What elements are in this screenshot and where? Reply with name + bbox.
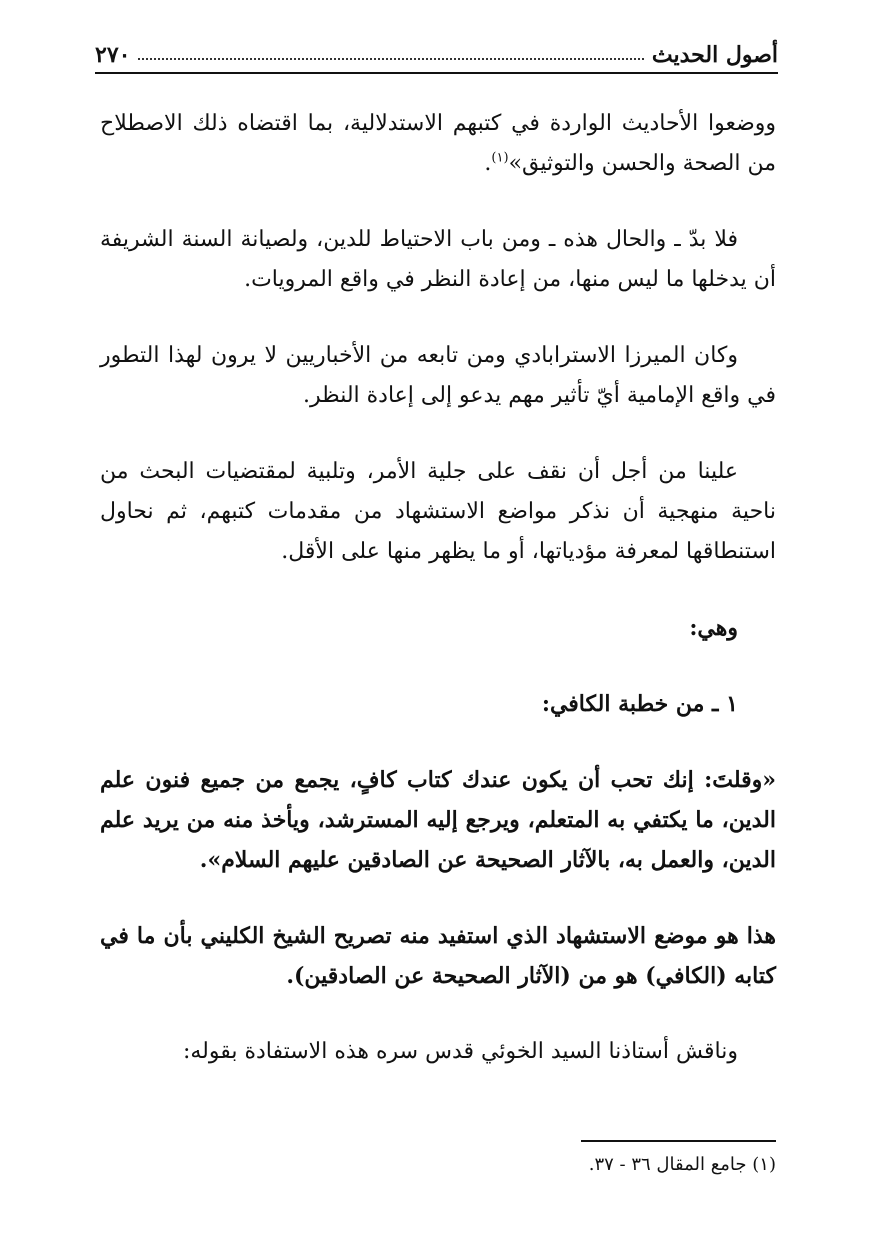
page-body	[100, 104, 776, 1108]
paragraph: وناقش أستاذنا السيد الخوئي قدس سره هذه الاستفادة بقوله:	[182, 1039, 738, 1064]
running-title: أصول الحديث	[651, 42, 778, 68]
paragraph-text: ووضعوا الأحاديث الواردة في كتبهم الاستدلالية، بما اقتضاه ذلك الاصطلاح من الصحة والحسن والتوثيق»	[100, 111, 776, 176]
section-intro: وهي:	[689, 615, 738, 641]
paragraph-quote-continuation	[100, 104, 776, 184]
paragraph: هذا هو موضع الاستشهاد الذي استفيد منه تصريح الشيخ الكليني بأن ما في كتابه (الكافي) هو من (الآثار الصحيحة عن الصادقين).	[100, 923, 776, 989]
page-number: ٢٧٠	[95, 42, 131, 68]
footnote: (١) جامع المقال ٣٦ - ٣٧.	[588, 1154, 776, 1175]
section-heading: ١ ـ من خطبة الكافي:	[541, 691, 738, 717]
paragraph-tail: .	[484, 151, 492, 176]
footnote-divider	[581, 1140, 776, 1142]
paragraph: وكان الميرزا الاسترابادي ومن تابعه من الأخباريين لا يرون لهذا التطور في واقع الإمامية أيّ تأثير مهم يدعو إلى إعادة النظر.	[100, 343, 776, 408]
quotation-paragraph: «وقلتَ: إنك تحب أن يكون عندك كتاب كافٍ، يجمع من جميع فنون علم الدين، ما يكتفي به المتعلم، ويرجع إليه المسترشد، ويأخذ منه من يريد علم الدين، والعمل به، بالآثار الصحيحة عن الصادقين عليهم السلام».	[100, 767, 776, 873]
footnote-reference[interactable]: (١)	[491, 150, 509, 166]
dotted-leader	[138, 58, 643, 60]
paragraph: فلا بدّ ـ والحال هذه ـ ومن باب الاحتياط للدين، ولصيانة السنة الشريفة أن يدخلها ما ليس منها، من إعادة النظر في واقع المرويات.	[100, 227, 776, 292]
paragraph: علينا من أجل أن نقف على جلية الأمر، وتلبية لمقتضيات البحث من ناحية منهجية أن نذكر مواضع الاستشهاد من مقدمات كتبهم، ثم نحاول استنطاقها لمعرفة مؤدياتها، أو ما يظهر منها على الأقل.	[100, 459, 776, 564]
page-header	[95, 34, 778, 74]
